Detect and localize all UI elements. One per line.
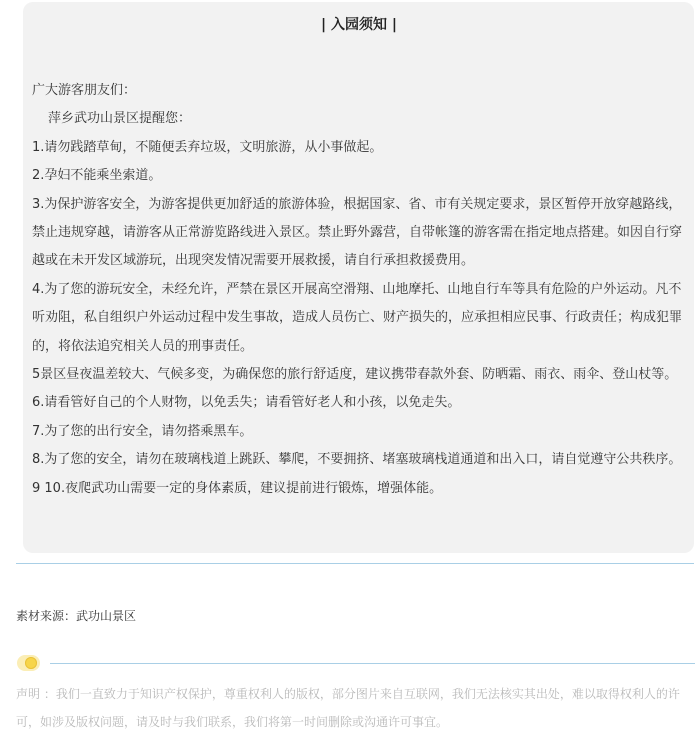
copyright-disclaimer: 声明 ：我们一直致力于知识产权保护，尊重权利人的版权，部分图片来自互联网，我们无法核实其出处，难以取得权利人的许可，如涉及版权问题，请及时与我们联系，我们将第一时间删除或沟通许可事宜。 bbox=[16, 687, 680, 729]
notice-intro: 萍乡武功山景区提醒您： bbox=[48, 111, 192, 127]
notice-box bbox=[23, 2, 694, 553]
notice-item: 3.为保护游客安全，为游客提供更加舒适的旅游体验，根据国家、省、市有关规定要求，景区暂停开放穿越路线，禁止违规穿越，请游客从正常游览路线进入景区。禁止野外露营，自带帐篷的游客需在指定地点搭建。如因自行穿越或在未开发区域游玩，出现突发情况需要开展救援，请自行承担救援费用。 bbox=[32, 196, 683, 269]
notice-greeting: 广大游客朋友们： bbox=[32, 83, 137, 98]
notice-item: 4.为了您的游玩安全，未经允许，严禁在景区开展高空滑翔、山地摩托、山地自行车等具有危险的户外运动。凡不听劝阻，私自组织户外运动过程中发生事故，造成人员伤亡、财产损失的，应承担相应民事、行政责任；构成犯罪的，将依法追究相关人员的刑事责任。 bbox=[32, 281, 683, 354]
notice-title: | 入园须知 | bbox=[321, 17, 397, 33]
notice-item: 7.为了您的出行安全，请勿搭乘黑车。 bbox=[32, 423, 253, 439]
disclaimer-divider bbox=[50, 663, 695, 664]
toggle-icon bbox=[17, 655, 40, 671]
section-divider bbox=[16, 563, 694, 564]
notice-item: 2.孕妇不能乘坐索道。 bbox=[32, 168, 162, 184]
notice-item: 5景区昼夜温差较大、气候多变，为确保您的旅行舒适度，建议携带春款外套、防晒霜、雨衣、雨伞、登山杖等。 bbox=[32, 367, 678, 383]
notice-item: 8.为了您的安全，请勿在玻璃栈道上跳跃、攀爬，不要拥挤、堵塞玻璃栈道通道和出入口，请自觉遵守公共秩序。 bbox=[32, 452, 682, 468]
notice-item: 1.请勿践踏草甸，不随便丢弃垃圾，文明旅游，从小事做起。 bbox=[32, 139, 383, 155]
toggle-knob bbox=[25, 657, 37, 669]
source-credit: 素材来源：武功山景区 bbox=[16, 609, 137, 623]
notice-item: 9 10.夜爬武功山需要一定的身体素质，建议提前进行锻炼，增强体能。 bbox=[32, 480, 443, 496]
notice-item: 6.请看管好自己的个人财物，以免丢失；请看管好老人和小孩，以免走失。 bbox=[32, 395, 461, 411]
